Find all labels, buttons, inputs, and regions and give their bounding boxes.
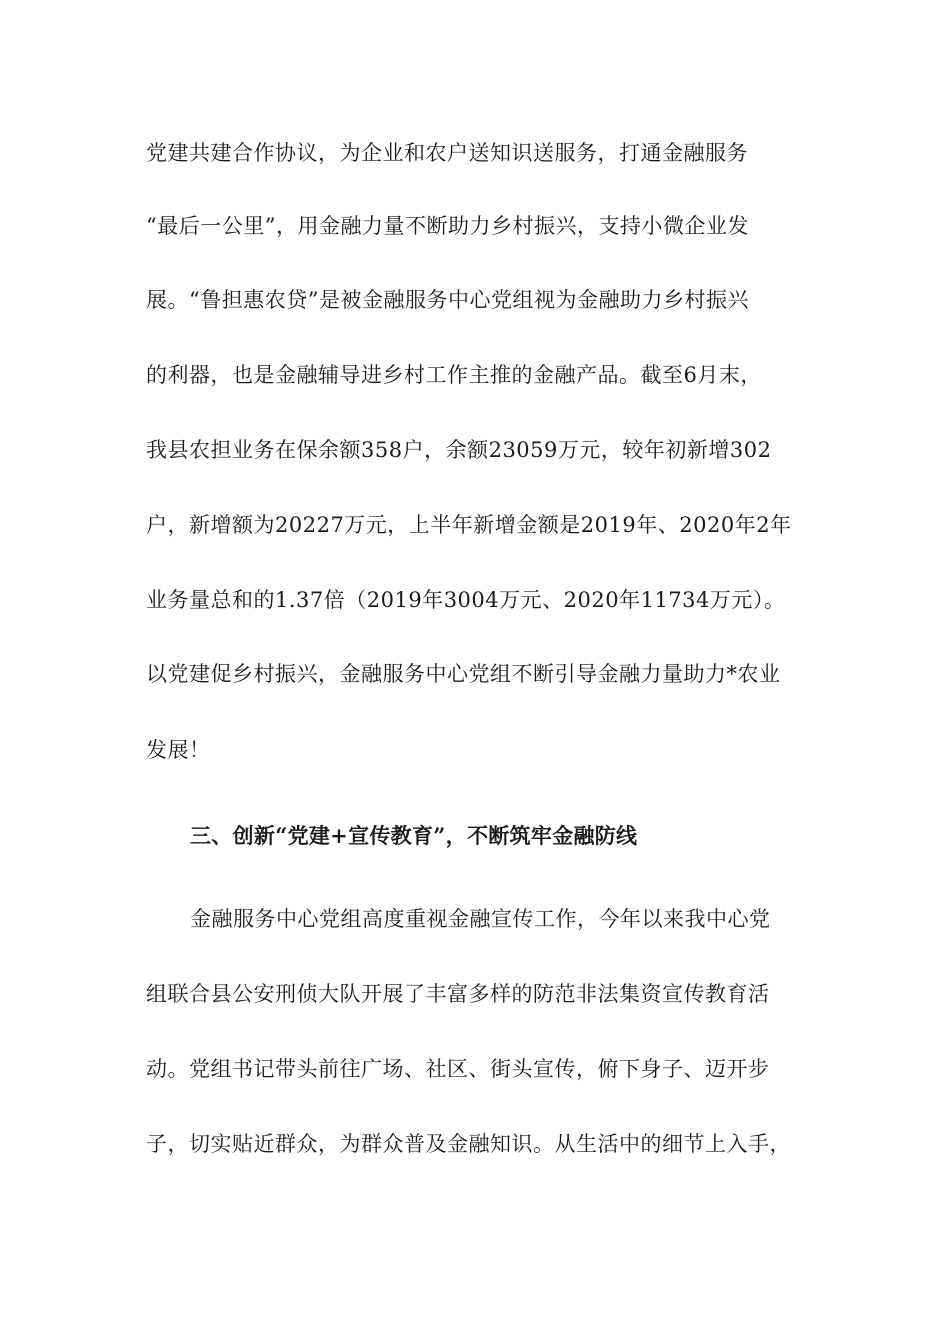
paragraph-line: 动。党组书记带头前往广场、社区、街头宣传，俯下身子、迈开步: [146, 1057, 770, 1081]
paragraph-line: 发展！: [146, 738, 211, 762]
paragraph-line: 组联合县公安刑侦大队开展了丰富多样的防范非法集资宣传教育活: [146, 982, 770, 1006]
paragraph-line: 的利器，也是金融辅导进乡村工作主推的金融产品。截至6月末，: [146, 363, 762, 387]
paragraph-line: 以党建促乡村振兴，金融服务中心党组不断引导金融力量助力*农业: [146, 662, 781, 686]
paragraph-line: 子，切实贴近群众，为群众普及金融知识。从生活中的细节上入手，: [146, 1132, 791, 1156]
paragraph-line: 金融服务中心党组高度重视金融宣传工作，今年以来我中心党: [190, 907, 771, 931]
paragraph-line: 我县农担业务在保余额358户，余额23059万元，较年初新增302: [146, 438, 772, 462]
paragraph-line: 业务量总和的1.37倍（2019年3004万元、2020年11734万元）。: [146, 588, 786, 612]
paragraph-line: 户，新增额为20227万元，上半年新增金额是2019年、2020年2年: [146, 513, 792, 537]
paragraph-line: 展。“鲁担惠农贷”是被金融服务中心党组视为金融助力乡村振兴: [146, 288, 749, 312]
paragraph-line: “最后一公里”，用金融力量不断助力乡村振兴，支持小微企业发: [146, 214, 749, 238]
section-heading: 三、创新“党建+宣传教育”，不断筑牢金融防线: [190, 823, 638, 848]
paragraph-line: 党建共建合作协议，为企业和农户送知识送服务，打通金融服务: [146, 141, 748, 165]
